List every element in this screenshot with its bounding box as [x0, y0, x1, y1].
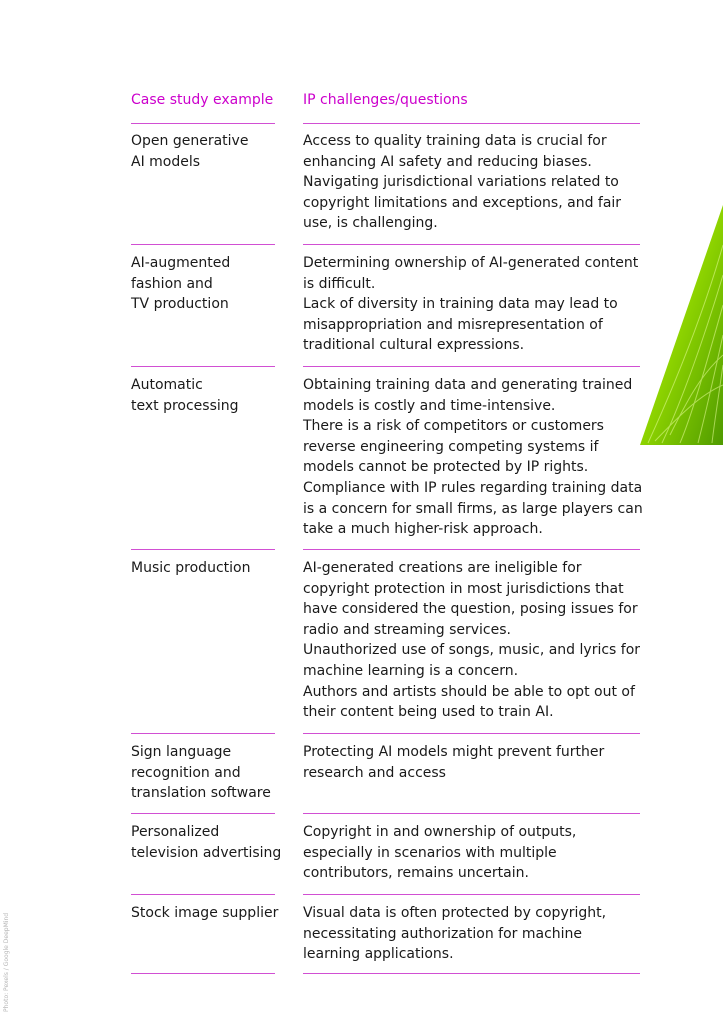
case-line: Music production	[131, 560, 251, 576]
challenge-cell	[303, 253, 640, 356]
challenge-line: have considered the question, posing issues for	[303, 601, 638, 618]
challenge-cell	[303, 558, 640, 723]
challenge-line: Copyright in and ownership of outputs,	[303, 824, 577, 840]
challenge-line: contributors, remains uncertain.	[303, 865, 529, 882]
challenge-line: AI-generated creations are ineligible for	[303, 560, 582, 576]
challenge-line: radio and streaming services.	[303, 621, 511, 638]
row-divider-right	[303, 123, 640, 124]
challenge-line: use, is challenging.	[303, 215, 438, 232]
row-divider-right	[303, 244, 640, 245]
case-line: recognition and	[131, 764, 241, 781]
challenge-line: Obtaining training data and generating trained	[303, 377, 633, 393]
challenge-line: copyright protection in most jurisdictions that	[303, 580, 624, 597]
row-divider-left	[131, 894, 275, 895]
case-line: TV production	[131, 296, 229, 313]
challenge-line: their content being used to train AI.	[303, 704, 554, 721]
challenge-line: Authors and artists should be able to opt out of	[303, 683, 635, 700]
row-divider-left	[131, 733, 275, 734]
challenge-line: necessitating authorization for machine	[303, 925, 583, 942]
case-line: fashion and	[131, 275, 213, 292]
challenge-line: take a much higher-risk approach.	[303, 521, 543, 538]
challenge-line: machine learning is a concern.	[303, 662, 519, 679]
case-line: Stock image supplier	[131, 905, 279, 921]
case-study-cell	[131, 131, 291, 172]
challenge-line: is a concern for small firms, as large players can	[303, 500, 643, 517]
case-study-cell	[131, 822, 291, 863]
row-divider-right	[303, 894, 640, 895]
challenge-line: copyright limitations and exceptions, and fair	[303, 194, 622, 211]
challenge-line: Unauthorized use of songs, music, and lyrics for	[303, 642, 641, 659]
table-bottom-divider	[131, 973, 640, 974]
case-study-cell	[131, 903, 291, 924]
photo-credit: Photo: Pexels / Google DeepMind	[3, 912, 10, 1012]
case-line: AI-augmented	[131, 255, 231, 271]
challenge-cell	[303, 375, 643, 540]
case-study-cell	[131, 742, 291, 804]
row-divider-right	[303, 813, 640, 814]
challenge-line: is difficult.	[303, 275, 376, 292]
row-divider-right	[303, 733, 640, 734]
case-study-cell	[131, 375, 291, 416]
challenge-line: misappropriation and misrepresentation of	[303, 316, 603, 333]
challenge-cell	[303, 742, 640, 783]
row-divider-right	[303, 549, 640, 550]
challenge-line: models cannot be protected by IP rights.	[303, 459, 589, 476]
case-study-cell	[131, 558, 291, 579]
challenge-line: reverse engineering competing systems if	[303, 438, 599, 455]
challenge-line: Lack of diversity in training data may lead to	[303, 296, 618, 313]
case-line: Sign language	[131, 744, 232, 760]
challenge-line: Access to quality training data is crucial for	[303, 133, 607, 149]
case-line: AI models	[131, 153, 201, 170]
challenge-line: There is a risk of competitors or customers	[303, 418, 604, 435]
green-prism-image	[630, 205, 723, 450]
column-header-ip-challenges: IP challenges/questions	[303, 92, 468, 108]
challenge-cell	[303, 822, 640, 884]
case-line: translation software	[131, 785, 271, 802]
row-divider-right	[303, 973, 640, 974]
case-study-cell	[131, 253, 291, 315]
challenge-line: enhancing AI safety and reducing biases.	[303, 153, 592, 170]
challenge-line: learning applications.	[303, 946, 454, 963]
case-line: Personalized	[131, 824, 220, 840]
challenge-line: Navigating jurisdictional variations related to	[303, 174, 619, 191]
challenge-cell	[303, 131, 640, 234]
case-line: television advertising	[131, 844, 282, 861]
case-line: Open generative	[131, 133, 249, 149]
challenge-line: Visual data is often protected by copyright,	[303, 905, 607, 921]
row-divider-left	[131, 123, 275, 124]
challenge-line: Determining ownership of AI-generated content	[303, 255, 639, 271]
challenge-line: traditional cultural expressions.	[303, 337, 525, 354]
case-line: text processing	[131, 397, 239, 414]
row-divider-right	[303, 366, 640, 367]
row-divider-left	[131, 549, 275, 550]
challenge-line: Compliance with IP rules regarding training data	[303, 479, 643, 496]
row-divider-left	[131, 973, 275, 974]
column-header-case-study: Case study example	[131, 92, 274, 108]
challenge-line: models is costly and time-intensive.	[303, 397, 556, 414]
challenge-line: research and access	[303, 764, 446, 781]
row-divider-left	[131, 366, 275, 367]
challenge-cell	[303, 903, 640, 965]
challenge-line: Protecting AI models might prevent further	[303, 744, 605, 760]
row-divider-left	[131, 244, 275, 245]
case-line: Automatic	[131, 377, 203, 393]
challenge-line: especially in scenarios with multiple	[303, 844, 557, 861]
row-divider-left	[131, 813, 275, 814]
